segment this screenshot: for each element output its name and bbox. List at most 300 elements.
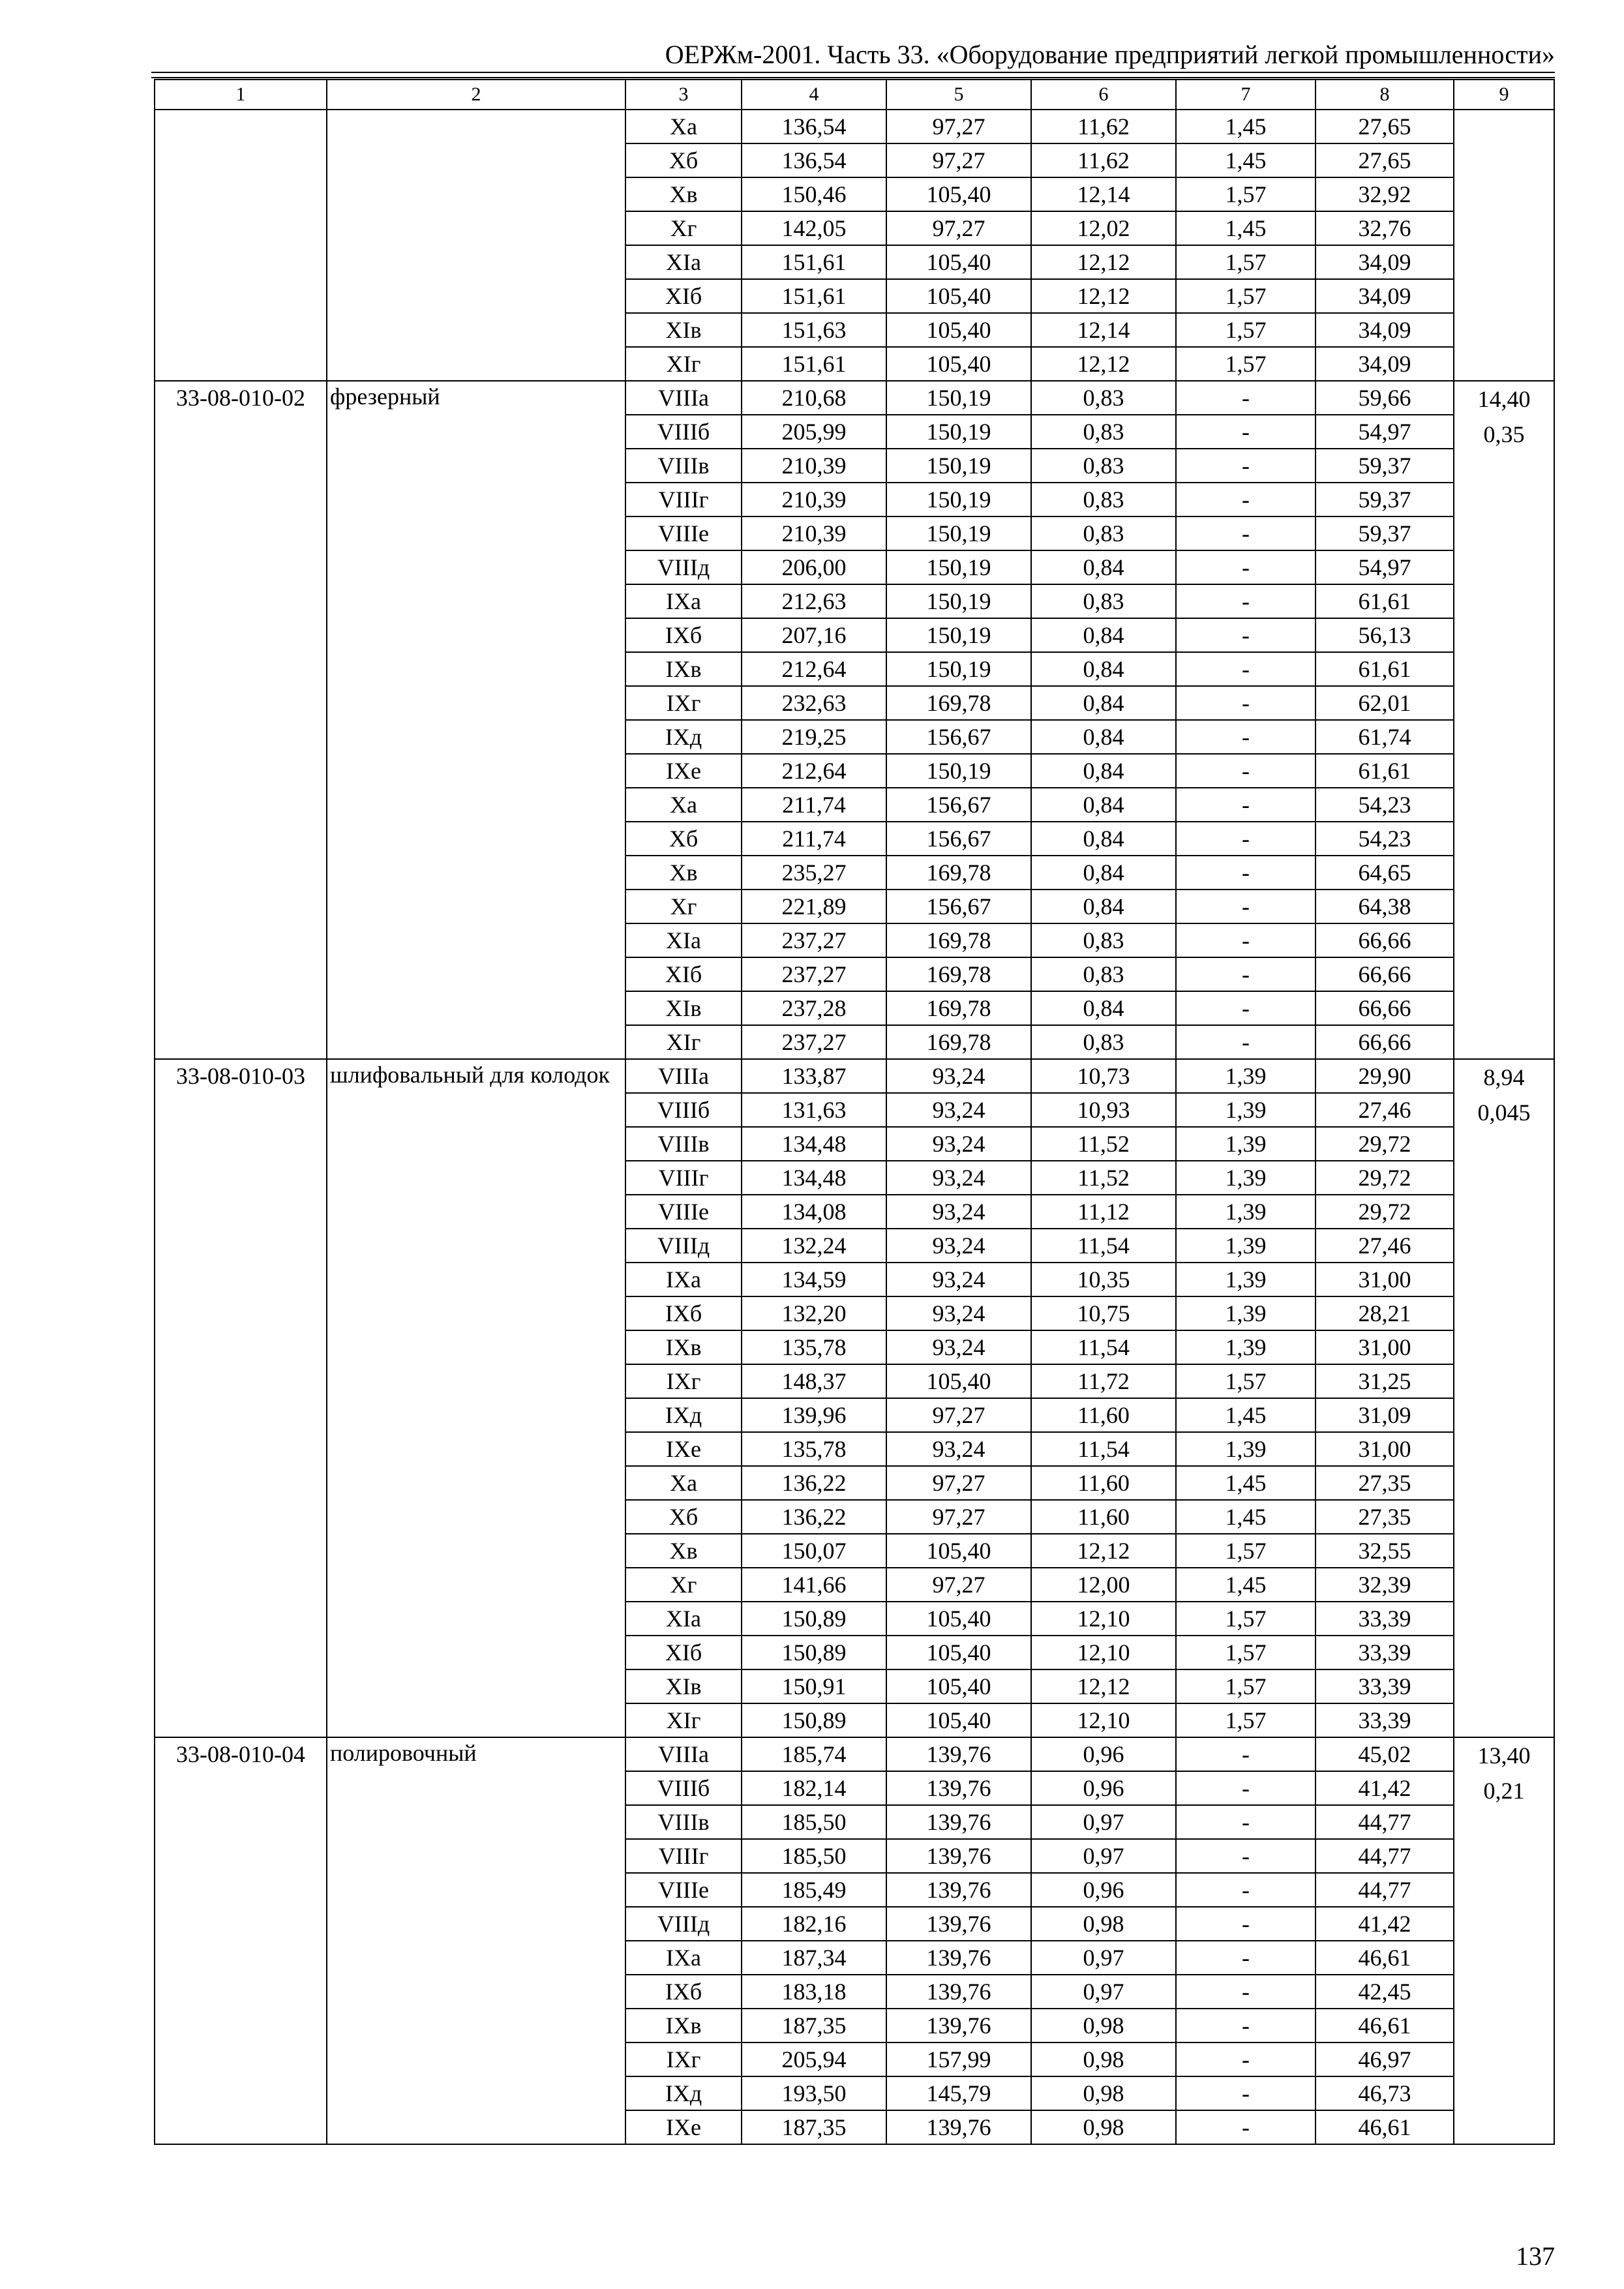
- resource-col9: 14,40 0,35: [1454, 381, 1554, 1059]
- value-col4: 151,61: [742, 245, 886, 279]
- value-col6: 0,84: [1031, 991, 1176, 1025]
- group-label: IXв: [625, 1330, 742, 1364]
- value-col7: 1,45: [1176, 110, 1316, 143]
- value-col4: 207,16: [742, 618, 886, 652]
- value-col8: 27,65: [1316, 143, 1454, 177]
- value-col6: 11,54: [1031, 1229, 1176, 1263]
- table-row: [155, 381, 1554, 415]
- value-col6: 12,12: [1031, 1669, 1176, 1703]
- value-col5: 97,27: [886, 1398, 1031, 1432]
- value-col6: 0,97: [1031, 1805, 1176, 1839]
- value-col5: 93,24: [886, 1059, 1031, 1093]
- group-label: Xв: [625, 1534, 742, 1568]
- value-col6: 12,12: [1031, 245, 1176, 279]
- group-label: XIб: [625, 279, 742, 313]
- value-col7: 1,39: [1176, 1296, 1316, 1330]
- value-col7: -: [1176, 1025, 1316, 1059]
- value-col5: 169,78: [886, 923, 1031, 957]
- value-col6: 0,83: [1031, 923, 1176, 957]
- value-col7: -: [1176, 516, 1316, 550]
- value-col6: 0,83: [1031, 584, 1176, 618]
- value-col5: 105,40: [886, 245, 1031, 279]
- value-col7: 1,57: [1176, 347, 1316, 381]
- value-col5: 156,67: [886, 788, 1031, 822]
- group-label: VIIIд: [625, 1229, 742, 1263]
- value-col6: 0,83: [1031, 415, 1176, 449]
- value-col5: 156,67: [886, 822, 1031, 856]
- value-col7: -: [1176, 890, 1316, 923]
- group-label: IXб: [625, 618, 742, 652]
- value-col8: 41,42: [1316, 1907, 1454, 1941]
- value-col4: 135,78: [742, 1330, 886, 1364]
- value-col8: 59,37: [1316, 516, 1454, 550]
- value-col5: 105,40: [886, 177, 1031, 211]
- value-col5: 156,67: [886, 720, 1031, 754]
- value-col4: 150,91: [742, 1669, 886, 1703]
- value-col8: 29,72: [1316, 1195, 1454, 1229]
- value-col7: 1,39: [1176, 1161, 1316, 1195]
- value-col4: 134,48: [742, 1161, 886, 1195]
- group-label: IXa: [625, 1941, 742, 1975]
- value-col7: -: [1176, 415, 1316, 449]
- group-label: VIIIa: [625, 381, 742, 415]
- value-col6: 0,98: [1031, 2009, 1176, 2042]
- value-col4: 185,74: [742, 1737, 886, 1771]
- value-col5: 93,24: [886, 1296, 1031, 1330]
- resource-name: фрезерный: [327, 381, 625, 1059]
- table-row: [155, 110, 1554, 143]
- value-col6: 10,35: [1031, 1263, 1176, 1296]
- value-col6: 0,84: [1031, 686, 1176, 720]
- value-col5: 93,24: [886, 1195, 1031, 1229]
- value-col5: 97,27: [886, 211, 1031, 245]
- value-col4: 211,74: [742, 822, 886, 856]
- value-col4: 139,96: [742, 1398, 886, 1432]
- value-col4: 136,54: [742, 110, 886, 143]
- value-col8: 61,61: [1316, 754, 1454, 788]
- group-label: VIIIв: [625, 1805, 742, 1839]
- value-col5: 97,27: [886, 1568, 1031, 1602]
- value-col4: 219,25: [742, 720, 886, 754]
- value-col7: -: [1176, 754, 1316, 788]
- group-label: Xa: [625, 1466, 742, 1500]
- value-col8: 44,77: [1316, 1805, 1454, 1839]
- value-col7: 1,57: [1176, 1364, 1316, 1398]
- value-col7: 1,39: [1176, 1263, 1316, 1296]
- value-col6: 0,84: [1031, 788, 1176, 822]
- document-header: ОЕРЖм-2001. Часть 33. «Оборудование предприятий легкой промышленности»: [665, 40, 1555, 69]
- value-col6: 11,60: [1031, 1398, 1176, 1432]
- value-col6: 12,12: [1031, 1534, 1176, 1568]
- value-col6: 0,98: [1031, 1907, 1176, 1941]
- value-col8: 29,90: [1316, 1059, 1454, 1093]
- value-col5: 93,24: [886, 1093, 1031, 1127]
- group-label: Xa: [625, 788, 742, 822]
- value-col6: 10,73: [1031, 1059, 1176, 1093]
- value-col8: 34,09: [1316, 245, 1454, 279]
- value-col5: 157,99: [886, 2042, 1031, 2076]
- value-col7: -: [1176, 720, 1316, 754]
- value-col8: 34,09: [1316, 279, 1454, 313]
- value-col7: -: [1176, 788, 1316, 822]
- value-col5: 93,24: [886, 1229, 1031, 1263]
- value-col8: 64,65: [1316, 856, 1454, 890]
- value-col7: -: [1176, 957, 1316, 991]
- value-col8: 54,23: [1316, 788, 1454, 822]
- value-col5: 105,40: [886, 1669, 1031, 1703]
- column-number: 7: [1176, 80, 1316, 110]
- value-col7: 1,39: [1176, 1330, 1316, 1364]
- group-label: IXг: [625, 1364, 742, 1398]
- resource-col9: 8,94 0,045: [1454, 1059, 1554, 1737]
- value-col4: 185,50: [742, 1839, 886, 1873]
- group-label: XIб: [625, 957, 742, 991]
- value-col7: 1,45: [1176, 1466, 1316, 1500]
- value-col6: 12,00: [1031, 1568, 1176, 1602]
- value-col6: 0,97: [1031, 1941, 1176, 1975]
- value-col4: 136,22: [742, 1466, 886, 1500]
- value-col6: 11,62: [1031, 110, 1176, 143]
- value-col5: 169,78: [886, 957, 1031, 991]
- value-col5: 150,19: [886, 754, 1031, 788]
- value-col4: 132,20: [742, 1296, 886, 1330]
- value-col5: 169,78: [886, 991, 1031, 1025]
- group-label: IXд: [625, 1398, 742, 1432]
- value-col7: 1,45: [1176, 1568, 1316, 1602]
- group-label: VIIIe: [625, 1873, 742, 1907]
- column-number: 3: [625, 80, 742, 110]
- value-col8: 33,39: [1316, 1703, 1454, 1737]
- value-col6: 0,83: [1031, 483, 1176, 516]
- value-col4: 150,07: [742, 1534, 886, 1568]
- value-col6: 0,83: [1031, 957, 1176, 991]
- value-col6: 0,96: [1031, 1873, 1176, 1907]
- value-col6: 0,97: [1031, 1839, 1176, 1873]
- value-col6: 0,96: [1031, 1737, 1176, 1771]
- value-col4: 150,89: [742, 1703, 886, 1737]
- value-col7: -: [1176, 2009, 1316, 2042]
- value-col4: 221,89: [742, 890, 886, 923]
- value-col8: 54,97: [1316, 550, 1454, 584]
- column-number: 4: [742, 80, 886, 110]
- value-col7: -: [1176, 618, 1316, 652]
- value-col7: 1,57: [1176, 1703, 1316, 1737]
- value-col6: 11,60: [1031, 1466, 1176, 1500]
- value-col4: 212,63: [742, 584, 886, 618]
- value-col4: 148,37: [742, 1364, 886, 1398]
- value-col8: 59,37: [1316, 483, 1454, 516]
- value-col7: 1,57: [1176, 1534, 1316, 1568]
- value-col5: 105,40: [886, 347, 1031, 381]
- group-label: XIб: [625, 1636, 742, 1669]
- value-col5: 139,76: [886, 2110, 1031, 2144]
- value-col4: 206,00: [742, 550, 886, 584]
- value-col6: 12,10: [1031, 1703, 1176, 1737]
- value-col5: 139,76: [886, 1805, 1031, 1839]
- value-col5: 105,40: [886, 1534, 1031, 1568]
- value-col8: 62,01: [1316, 686, 1454, 720]
- value-col6: 12,14: [1031, 177, 1176, 211]
- value-col5: 139,76: [886, 1771, 1031, 1805]
- group-label: IXa: [625, 1263, 742, 1296]
- value-col4: 133,87: [742, 1059, 886, 1093]
- value-col4: 232,63: [742, 686, 886, 720]
- value-col6: 11,72: [1031, 1364, 1176, 1398]
- value-col6: 11,60: [1031, 1500, 1176, 1534]
- value-col5: 105,40: [886, 279, 1031, 313]
- value-col8: 66,66: [1316, 1025, 1454, 1059]
- value-col6: 11,54: [1031, 1432, 1176, 1466]
- value-col5: 156,67: [886, 890, 1031, 923]
- value-col4: 211,74: [742, 788, 886, 822]
- group-label: IXб: [625, 1296, 742, 1330]
- value-col6: 0,96: [1031, 1771, 1176, 1805]
- value-col7: 1,57: [1176, 313, 1316, 347]
- group-label: IXд: [625, 2076, 742, 2110]
- value-col5: 93,24: [886, 1330, 1031, 1364]
- value-col8: 66,66: [1316, 923, 1454, 957]
- value-col4: 187,35: [742, 2009, 886, 2042]
- value-col8: 54,23: [1316, 822, 1454, 856]
- group-label: Xa: [625, 110, 742, 143]
- group-label: Xб: [625, 822, 742, 856]
- value-col7: 1,57: [1176, 1602, 1316, 1636]
- resource-col9: [1454, 110, 1554, 381]
- group-label: XIa: [625, 1602, 742, 1636]
- value-col7: 1,45: [1176, 1398, 1316, 1432]
- value-col4: 235,27: [742, 856, 886, 890]
- value-col7: 1,39: [1176, 1195, 1316, 1229]
- value-col7: -: [1176, 1941, 1316, 1975]
- value-col6: 11,12: [1031, 1195, 1176, 1229]
- column-number-row: [155, 80, 1554, 110]
- group-label: XIв: [625, 313, 742, 347]
- value-col8: 27,65: [1316, 110, 1454, 143]
- value-col8: 66,66: [1316, 957, 1454, 991]
- value-col5: 139,76: [886, 1975, 1031, 2009]
- value-col7: -: [1176, 550, 1316, 584]
- value-col6: 12,10: [1031, 1636, 1176, 1669]
- value-col4: 150,46: [742, 177, 886, 211]
- group-label: VIIIб: [625, 1771, 742, 1805]
- value-col8: 46,73: [1316, 2076, 1454, 2110]
- value-col7: -: [1176, 483, 1316, 516]
- group-label: Xв: [625, 856, 742, 890]
- group-label: IXв: [625, 652, 742, 686]
- page-number: 137: [1516, 2241, 1555, 2271]
- value-col6: 0,83: [1031, 381, 1176, 415]
- resource-name: полировочный: [327, 1737, 625, 2144]
- group-label: IXe: [625, 1432, 742, 1466]
- value-col8: 46,97: [1316, 2042, 1454, 2076]
- value-col5: 139,76: [886, 2009, 1031, 2042]
- value-col5: 105,40: [886, 313, 1031, 347]
- value-col5: 97,27: [886, 143, 1031, 177]
- value-col4: 212,64: [742, 754, 886, 788]
- group-label: VIIIa: [625, 1059, 742, 1093]
- value-col8: 31,00: [1316, 1330, 1454, 1364]
- value-col5: 105,40: [886, 1703, 1031, 1737]
- value-col4: 185,50: [742, 1805, 886, 1839]
- value-col4: 205,94: [742, 2042, 886, 2076]
- value-col7: -: [1176, 652, 1316, 686]
- value-col6: 0,98: [1031, 2042, 1176, 2076]
- value-col7: 1,57: [1176, 177, 1316, 211]
- rates-table: [154, 79, 1555, 2145]
- value-col6: 12,12: [1031, 279, 1176, 313]
- value-col4: 134,48: [742, 1127, 886, 1161]
- value-col4: 237,27: [742, 923, 886, 957]
- resource-code: 33-08-010-04: [155, 1737, 327, 2144]
- value-col7: 1,57: [1176, 279, 1316, 313]
- group-label: XIг: [625, 347, 742, 381]
- value-col8: 32,55: [1316, 1534, 1454, 1568]
- value-col7: -: [1176, 584, 1316, 618]
- table-row: [155, 1059, 1554, 1093]
- value-col8: 64,38: [1316, 890, 1454, 923]
- column-number: 5: [886, 80, 1031, 110]
- group-label: VIIIг: [625, 483, 742, 516]
- value-col5: 139,76: [886, 1839, 1031, 1873]
- group-label: VIIIг: [625, 1161, 742, 1195]
- value-col8: 46,61: [1316, 1941, 1454, 1975]
- group-label: VIIIг: [625, 1839, 742, 1873]
- value-col8: 45,02: [1316, 1737, 1454, 1771]
- group-label: VIIIe: [625, 516, 742, 550]
- value-col5: 105,40: [886, 1602, 1031, 1636]
- resource-name: [327, 110, 625, 381]
- resource-code: 33-08-010-03: [155, 1059, 327, 1737]
- value-col8: 66,66: [1316, 991, 1454, 1025]
- value-col6: 0,84: [1031, 618, 1176, 652]
- value-col7: -: [1176, 1839, 1316, 1873]
- group-label: Xг: [625, 1568, 742, 1602]
- value-col7: -: [1176, 1737, 1316, 1771]
- value-col6: 0,84: [1031, 652, 1176, 686]
- value-col4: 182,14: [742, 1771, 886, 1805]
- value-col8: 61,74: [1316, 720, 1454, 754]
- value-col5: 145,79: [886, 2076, 1031, 2110]
- value-col7: -: [1176, 1771, 1316, 1805]
- header-rule: [151, 72, 1555, 73]
- value-col4: 131,63: [742, 1093, 886, 1127]
- value-col8: 34,09: [1316, 313, 1454, 347]
- value-col4: 210,39: [742, 516, 886, 550]
- group-label: XIa: [625, 245, 742, 279]
- group-label: Xб: [625, 143, 742, 177]
- group-label: XIг: [625, 1025, 742, 1059]
- column-number: 9: [1454, 80, 1554, 110]
- value-col7: -: [1176, 381, 1316, 415]
- value-col8: 32,39: [1316, 1568, 1454, 1602]
- value-col6: 0,84: [1031, 754, 1176, 788]
- group-label: VIIIд: [625, 550, 742, 584]
- value-col5: 150,19: [886, 618, 1031, 652]
- value-col4: 187,35: [742, 2110, 886, 2144]
- value-col4: 150,89: [742, 1636, 886, 1669]
- value-col4: 142,05: [742, 211, 886, 245]
- value-col8: 61,61: [1316, 652, 1454, 686]
- value-col4: 151,61: [742, 347, 886, 381]
- value-col8: 34,09: [1316, 347, 1454, 381]
- value-col5: 150,19: [886, 381, 1031, 415]
- group-label: VIIIв: [625, 1127, 742, 1161]
- value-col4: 237,27: [742, 957, 886, 991]
- group-label: VIIIд: [625, 1907, 742, 1941]
- value-col6: 0,84: [1031, 822, 1176, 856]
- value-col4: 210,39: [742, 449, 886, 483]
- group-label: XIв: [625, 1669, 742, 1703]
- value-col6: 12,14: [1031, 313, 1176, 347]
- value-col5: 93,24: [886, 1127, 1031, 1161]
- value-col4: 210,68: [742, 381, 886, 415]
- value-col7: 1,45: [1176, 1500, 1316, 1534]
- group-label: IXг: [625, 686, 742, 720]
- value-col5: 150,19: [886, 415, 1031, 449]
- value-col5: 93,24: [886, 1263, 1031, 1296]
- value-col7: 1,39: [1176, 1432, 1316, 1466]
- column-number: 2: [327, 80, 625, 110]
- group-label: IXa: [625, 584, 742, 618]
- value-col7: 1,57: [1176, 1636, 1316, 1669]
- value-col4: 183,18: [742, 1975, 886, 2009]
- value-col5: 97,27: [886, 1466, 1031, 1500]
- group-label: IXд: [625, 720, 742, 754]
- value-col6: 10,75: [1031, 1296, 1176, 1330]
- value-col5: 93,24: [886, 1432, 1031, 1466]
- group-label: IXe: [625, 754, 742, 788]
- value-col6: 11,62: [1031, 143, 1176, 177]
- resource-code: [155, 110, 327, 381]
- value-col8: 31,00: [1316, 1263, 1454, 1296]
- value-col8: 54,97: [1316, 415, 1454, 449]
- value-col5: 150,19: [886, 550, 1031, 584]
- value-col4: 212,64: [742, 652, 886, 686]
- group-label: Xг: [625, 890, 742, 923]
- value-col7: -: [1176, 449, 1316, 483]
- value-col4: 135,78: [742, 1432, 886, 1466]
- group-label: XIг: [625, 1703, 742, 1737]
- value-col6: 0,83: [1031, 1025, 1176, 1059]
- value-col8: 31,09: [1316, 1398, 1454, 1432]
- value-col7: -: [1176, 2042, 1316, 2076]
- value-col5: 169,78: [886, 856, 1031, 890]
- value-col6: 0,84: [1031, 856, 1176, 890]
- value-col7: -: [1176, 686, 1316, 720]
- value-col7: 1,45: [1176, 143, 1316, 177]
- group-label: Xв: [625, 177, 742, 211]
- value-col6: 0,84: [1031, 890, 1176, 923]
- value-col7: -: [1176, 1805, 1316, 1839]
- value-col7: -: [1176, 923, 1316, 957]
- value-col8: 33,39: [1316, 1636, 1454, 1669]
- value-col6: 0,84: [1031, 720, 1176, 754]
- value-col5: 105,40: [886, 1364, 1031, 1398]
- value-col4: 187,34: [742, 1941, 886, 1975]
- group-label: IXб: [625, 1975, 742, 2009]
- value-col5: 169,78: [886, 1025, 1031, 1059]
- value-col5: 97,27: [886, 1500, 1031, 1534]
- group-label: VIIIб: [625, 1093, 742, 1127]
- group-label: IXг: [625, 2042, 742, 2076]
- value-col8: 59,37: [1316, 449, 1454, 483]
- value-col8: 33,39: [1316, 1669, 1454, 1703]
- value-col8: 46,61: [1316, 2009, 1454, 2042]
- column-number: 8: [1316, 80, 1454, 110]
- value-col5: 169,78: [886, 686, 1031, 720]
- value-col5: 150,19: [886, 449, 1031, 483]
- value-col8: 41,42: [1316, 1771, 1454, 1805]
